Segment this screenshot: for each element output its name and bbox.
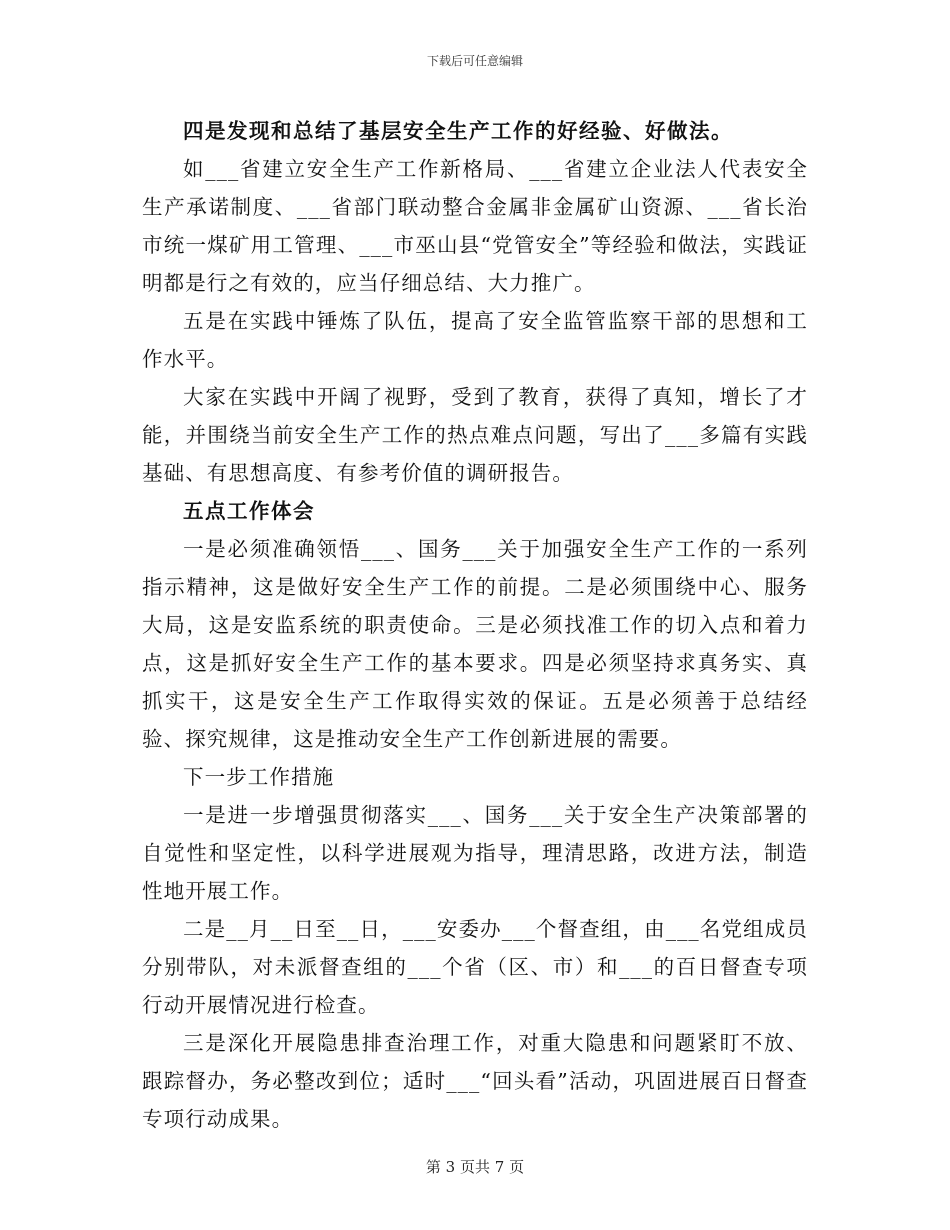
paragraph-team-training: 五是在实践中锤炼了队伍，提高了安全监管监察干部的思想和工作水平。 xyxy=(142,309,808,371)
page-number-footer: 第 3 页共 7 页 xyxy=(425,1158,525,1176)
section-heading-next-steps: 下一步工作措施 xyxy=(183,765,335,789)
paragraph-five-insights: 一是必须准确领悟___、国务___关于加强安全生产工作的一系列指示精神，这是做好安全生产工作的前提。二是必须围绕中心、服务大局，这是安监系统的职责使命。三是必须找准工作的切入点和着力点，这是抓好安全生产工作的基本要求。四是必须坚持求真务实、真抓实干，这是安全生产工作取得实效的保证。五是必须善于总结经验、探究规律，这是推动安全生产工作创新进展的需要。 xyxy=(142,537,808,751)
paragraph-next-step-two: 二是__月__日至__日，___安委办___个督查组，由___名党组成员分别带队，对未派督查组的___个省（区、市）和___的百日督查专项行动开展情况进行检查。 xyxy=(142,917,808,1017)
document-body xyxy=(142,112,808,1138)
section-heading-five-insights: 五点工作体会 xyxy=(183,499,315,523)
paragraph-provincial-examples: 如___省建立安全生产工作新格局、___省建立企业法人代表安全生产承诺制度、___省部门联动整合金属非金属矿山资源、___省长治市统一煤矿用工管理、___市巫山县“党管安全”等经验和做法，实践证明都是行之有效的，应当仔细总结、大力推广。 xyxy=(142,157,808,295)
paragraph-next-step-three: 三是深化开展隐患排查治理工作，对重大隐患和问题紧盯不放、跟踪督办，务必整改到位；适时___“回头看”活动，巩固进展百日督查专项行动成果。 xyxy=(142,1031,808,1131)
section-heading-grassroots-experience: 四是发现和总结了基层安全生产工作的好经验、好做法。 xyxy=(183,119,733,143)
page-header: 下载后可任意编辑 xyxy=(426,54,523,68)
paragraph-research-reports: 大家在实践中开阔了视野，受到了教育，获得了真知，增长了才能，并围绕当前安全生产工作的热点难点问题，写出了___多篇有实践基础、有思想高度、有参考价值的调研报告。 xyxy=(142,385,808,485)
paragraph-next-step-one: 一是进一步增强贯彻落实___、国务___关于安全生产决策部署的自觉性和坚定性，以科学进展观为指导，理清思路，改进方法，制造性地开展工作。 xyxy=(142,803,808,903)
